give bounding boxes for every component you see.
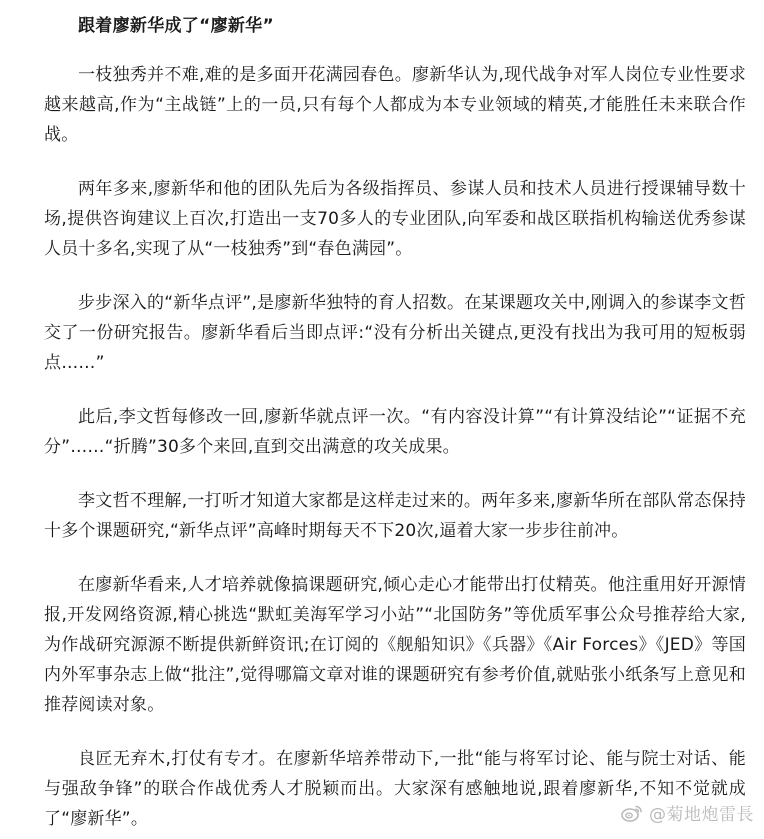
paragraph-5: 李文哲不理解,一打听才知道大家都是这样走过来的。两年多来,廖新华所在部队常态保持十多个课题研究,“新华点评”高峰时期每天不下20次,逼着大家一步步往前冲。	[44, 491, 746, 541]
paragraph-4: 此后,李文哲每修改一回,廖新华就点评一次。“有内容没计算”“有计算没结论”“证据不充分”……“折腾”30多个来回,直到交出满意的攻关成果。	[44, 407, 746, 457]
article	[44, 0, 746, 834]
paragraph-3: 步步深入的“新华点评”,是廖新华独特的育人招数。在某课题攻关中,刚调入的参谋李文哲交了一份研究报告。廖新华看后当即点评:“没有分析出关键点,更没有找出为我可用的短板弱点……”	[44, 293, 746, 373]
weibo-icon	[621, 804, 643, 822]
article-title: 跟着廖新华成了“廖新华”	[78, 16, 274, 36]
paragraph-7: 良匠无弃木,打仗有专才。在廖新华培养带动下,一批“能与将军讨论、能与院士对话、能与强敌争锋”的联合作战优秀人才脱颖而出。大家深有感触地说,跟着廖新华,不知不觉就成了“廖新华”。	[44, 749, 746, 829]
paragraph-2: 两年多来,廖新华和他的团队先后为各级指挥员、参谋人员和技术人员进行授课辅导数十场,提供咨询建议上百次,打造出一支70多人的专业团队,向军委和战区联指机构输送优秀参谋人员十多名,实现了从“一枝独秀”到“春色满园”。	[44, 179, 746, 259]
paragraph-1: 一枝独秀并不难,难的是多面开花满园春色。廖新华认为,现代战争对军人岗位专业性要求越来越高,作为“主战链”上的一员,只有每个人都成为本专业领域的精英,才能胜任未来联合作战。	[44, 65, 746, 145]
watermark-text: @菊地炮雷長	[649, 805, 754, 825]
paragraph-6: 在廖新华看来,人才培养就像搞课题研究,倾心走心才能带出打仗精英。他注重用好开源情报,开发网络资源,精心挑选“默虹美海军学习小站”“北国防务”等优质军事公众号推荐给大家,为作战研究源源不断提供新鲜资讯;在订阅的《舰船知识》《兵器》《Air Forces》《JED》等国内外军事杂志上做“批注”,觉得哪篇文章对谁的课题研究有参考价值,就贴张小纸条写上意见和推荐阅读对象。	[44, 575, 746, 715]
watermark	[621, 800, 754, 825]
